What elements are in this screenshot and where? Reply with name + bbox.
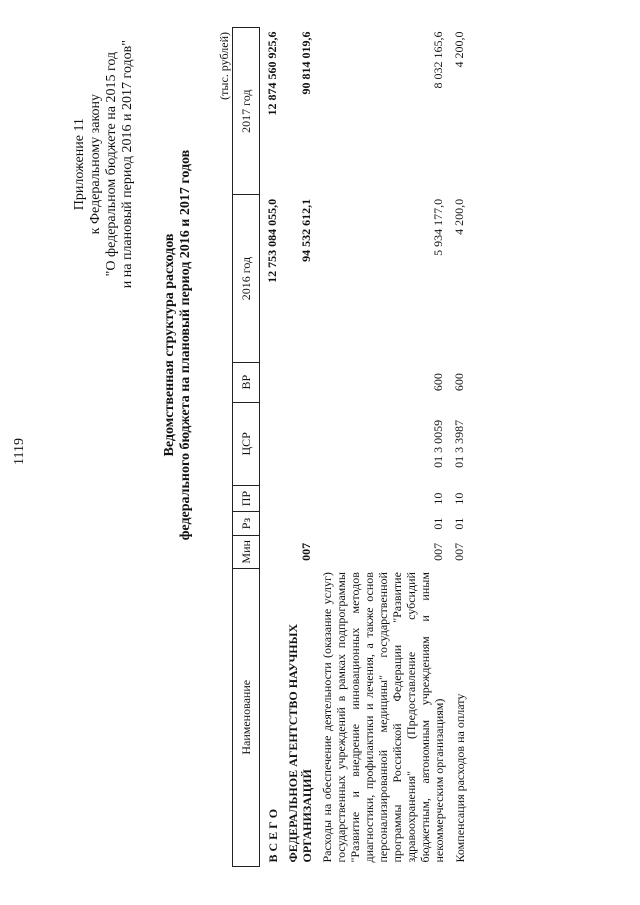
document-title bbox=[162, 65, 194, 625]
table-row-total bbox=[260, 28, 284, 867]
appendix-line-4: и на плановый период 2016 и 2017 годов" bbox=[120, 40, 135, 289]
appendix-header bbox=[72, 40, 136, 288]
row-2016: 4 200,0 bbox=[452, 198, 466, 235]
row-2017: 8 032 165,6 bbox=[431, 31, 445, 89]
row-2016: 94 532 612,1 bbox=[299, 198, 313, 262]
header-2016: 2016 год bbox=[233, 195, 260, 362]
row-2016: 5 934 177,0 bbox=[431, 198, 445, 256]
row-csr bbox=[283, 402, 317, 486]
row-vr bbox=[283, 362, 317, 402]
row-min: 007 bbox=[299, 542, 313, 561]
row-min bbox=[260, 536, 284, 569]
row-min: 007 bbox=[431, 542, 445, 561]
row-vr: 600 bbox=[431, 373, 445, 392]
row-name: ФЕДЕРАЛЬНОЕ АГЕНТСТВО НАУЧНЫХ ОРГАНИЗАЦИЙ bbox=[286, 623, 314, 863]
row-rz bbox=[283, 512, 317, 536]
row-2017: 90 814 019,6 bbox=[299, 31, 313, 95]
row-pr bbox=[283, 486, 317, 512]
row-name: Компенсация расходов на оплату bbox=[453, 693, 467, 863]
page-number: 1119 bbox=[12, 438, 27, 465]
header-2017: 2017 год bbox=[233, 28, 260, 195]
table-row-agency bbox=[283, 28, 317, 867]
header-pr: ПР bbox=[233, 486, 260, 512]
title-line-2: федерального бюджета на плановый период 2016 и 2017 годов bbox=[178, 149, 193, 541]
row-csr bbox=[260, 402, 284, 486]
row-vr bbox=[260, 362, 284, 402]
appendix-line-1: Приложение 11 bbox=[72, 118, 87, 211]
title-line-1: Ведомственная структура расходов bbox=[162, 233, 177, 457]
appendix-line-2: к Федеральному закону bbox=[88, 93, 103, 235]
row-pr bbox=[260, 486, 284, 512]
row-2017: 4 200,0 bbox=[452, 31, 466, 68]
row-min: 007 bbox=[452, 542, 466, 561]
header-rz: Рз bbox=[233, 512, 260, 536]
row-name: Расходы на обеспечение деятельности (оказание услуг) государственных учреждений в рамках подпрограммы "Развитие и внедрение инновационных методов диагностики, профилактики и лечения, а также основ персонализированной медицины" государственной программы Российской Федерации "Развитие здравоохранения" (Предоставление субсидий бюджетным, автономным учреждениям и иным некоммерческим организациям) bbox=[320, 572, 446, 863]
row-pr: 10 bbox=[431, 492, 445, 505]
row-name: В С Е Г О bbox=[266, 808, 280, 863]
units-label: (тыс. рублей) bbox=[217, 32, 231, 100]
row-rz: 01 bbox=[431, 517, 445, 530]
header-name: Наименование bbox=[233, 568, 260, 866]
row-2016: 12 753 084 055,0 bbox=[265, 198, 279, 283]
row-2017: 12 874 560 925,6 bbox=[265, 31, 279, 116]
header-vr: ВР bbox=[233, 362, 260, 402]
table-row bbox=[317, 28, 449, 867]
header-csr: ЦСР bbox=[233, 402, 260, 486]
appendix-line-3: "О федеральном бюджете на 2015 год bbox=[104, 51, 119, 277]
row-rz bbox=[260, 512, 284, 536]
table-header-row bbox=[233, 28, 260, 867]
expenditure-table bbox=[232, 27, 470, 867]
header-min: Мин bbox=[233, 536, 260, 569]
row-rz: 01 bbox=[452, 517, 466, 530]
table-row bbox=[449, 28, 470, 867]
row-csr: 01 3 0059 bbox=[431, 419, 445, 468]
row-csr: 01 3 3987 bbox=[452, 419, 466, 468]
row-pr: 10 bbox=[452, 492, 466, 505]
row-vr: 600 bbox=[452, 373, 466, 392]
